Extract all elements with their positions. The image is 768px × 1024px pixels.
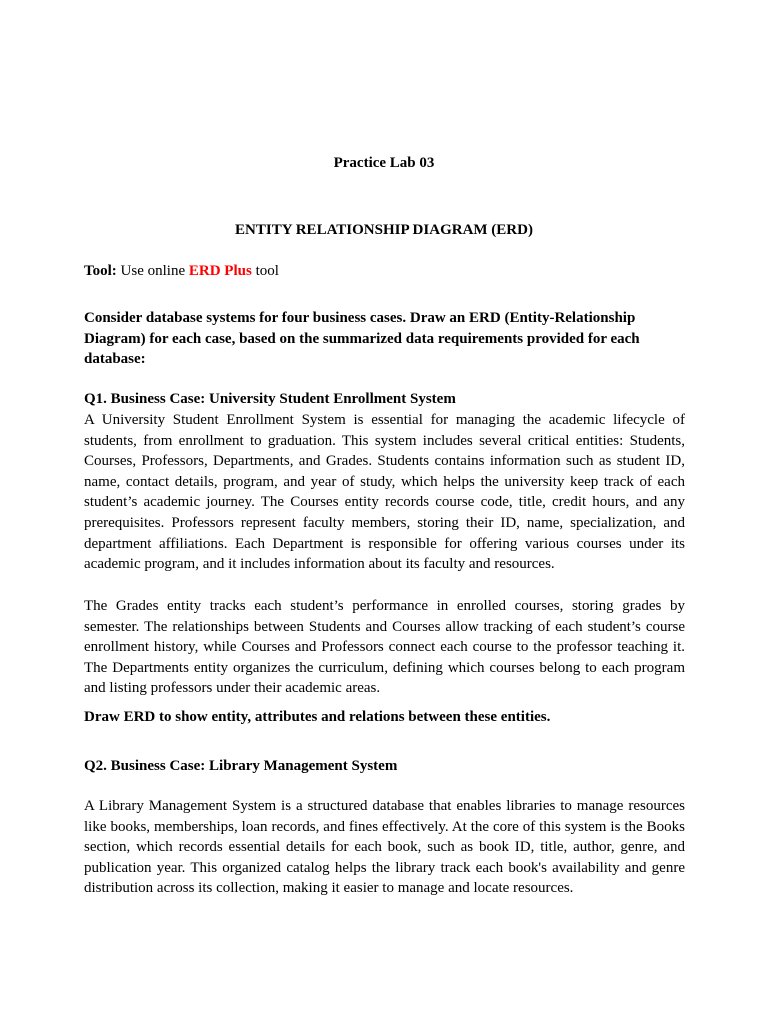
q2-heading: Q2. Business Case: Library Management System [84, 758, 398, 774]
tool-label: Tool: [84, 263, 117, 279]
q1-paragraph-2: The Grades entity tracks each student’s performance in enrolled courses, storing grades by semester. The relationships between Students and Courses allow tracking of each student’s course enrollment history, while Courses and Professors connect each course to the professor teaching it. The Departments entity organizes the curriculum, defining which courses belong to each program and listing professors under their academic areas. [84, 598, 685, 697]
lab-title: Practice Lab 03 [333, 155, 435, 171]
tool-highlight-erd-plus: ERD Plus [188, 263, 252, 279]
q1-instruction: Draw ERD to show entity, attributes and relations between these entities. [84, 709, 551, 725]
main-heading: ENTITY RELATIONSHIP DIAGRAM (ERD) [235, 222, 533, 238]
tool-text-after: tool [251, 263, 279, 279]
q2-paragraph-1: A Library Management System is a structured database that enables libraries to manage resources like books, memberships, loan records, and fines effectively. At the core of this system is the Books section, which records essential details for each book, such as book ID, title, author, genre, and publication year. This organized catalog helps the library track each book's availability and genre distribution across its collection, making it easier to manage and locate resources. [84, 798, 685, 897]
q1-heading: Q1. Business Case: University Student Enrollment System [84, 391, 456, 407]
q1-paragraph-1: A University Student Enrollment System is essential for managing the academic lifecycle of students, from enrollment to graduation. This system includes several critical entities: Students, Courses, Professors, Departments, and Grades. Students contains information such as student ID, name, contact details, program, and year of study, which helps the university keep track of each student’s academic journey. The Courses entity records course code, title, credit hours, and any prerequisites. Professors represent faculty members, storing their ID, name, specialization, and department affiliations. Each Department is responsible for offering various courses under its academic program, and it includes information about its faculty and resources. [84, 412, 685, 573]
tool-text-before: Use online [116, 263, 189, 279]
intro-paragraph: Consider database systems for four business cases. Draw an ERD (Entity-Relationship Diagram) for each case, based on the summarized data requirements provided for each database: [84, 310, 640, 368]
tool-line [84, 261, 279, 282]
